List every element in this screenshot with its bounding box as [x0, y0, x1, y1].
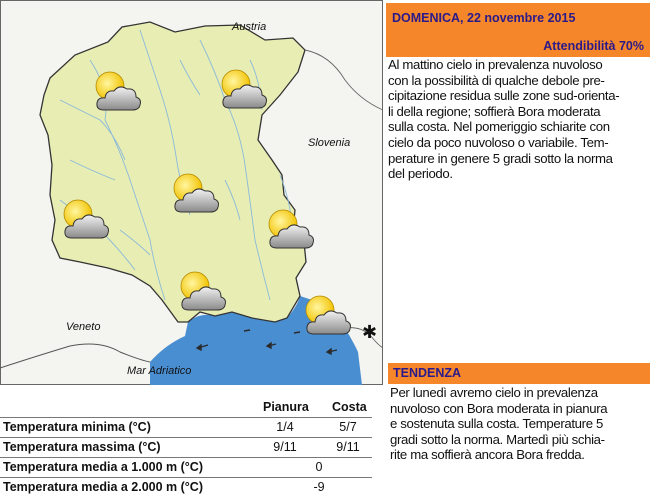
star-mark: ✱ — [362, 322, 378, 343]
forecast-date: DOMENICA, 22 novembre 2015 — [392, 11, 576, 25]
forecast-line: cielo da poco nuvoloso o variabile. Tem- — [388, 134, 609, 150]
row-label: Temperatura media a 1.000 m (°C) — [3, 460, 203, 474]
trend-text — [390, 385, 650, 463]
trend-line: rite ma soffierà ancora Bora fredda. — [390, 447, 585, 463]
trend-line: nuvoloso con Bora moderata in pianura — [390, 400, 608, 416]
table-row — [0, 458, 380, 477]
row-value-plain: 1/4 — [276, 420, 294, 434]
forecast-line: perature in genere 5 gradi sotto la norma — [388, 150, 613, 166]
forecast-line: cipitazione residua sulle zone sud-orienta- — [388, 88, 620, 104]
row-label: Temperatura massima (°C) — [3, 440, 161, 454]
table-row — [0, 418, 380, 437]
row-value-coast: 5/7 — [339, 420, 357, 434]
forecast-line: del periodo. — [388, 166, 453, 182]
trend-line: Per lunedì avremo cielo in prevalenza — [390, 385, 598, 400]
forecast-reliability: Attendibilità 70% — [543, 39, 644, 53]
forecast-header — [386, 3, 650, 57]
table-row — [0, 478, 380, 497]
row-value-plain: 9/11 — [273, 440, 297, 454]
col-header-coast: Costa — [332, 400, 367, 414]
forecast-line: sulla costa. Nel pomeriggio schiarite con — [388, 119, 610, 135]
row-value: 0 — [315, 460, 323, 474]
row-value-coast: 9/11 — [336, 440, 360, 454]
weather-map — [0, 0, 383, 385]
row-label: Temperatura minima (°C) — [3, 420, 151, 434]
row-label: Temperatura media a 2.000 m (°C) — [3, 480, 203, 494]
forecast-line: Al mattino cielo in prevalenza nuvoloso — [388, 57, 603, 72]
col-header-plain: Pianura — [263, 400, 309, 414]
forecast-line: con la possibilità di qualche debole pre- — [388, 72, 605, 88]
trend-title: TENDENZA — [393, 366, 462, 380]
trend-header — [388, 363, 650, 384]
label-sea: Mar Adriatico — [127, 365, 192, 377]
trend-line: e sostenuta sulla costa. Temperature 5 — [390, 416, 603, 432]
table-row — [0, 438, 380, 457]
label-veneto: Veneto — [66, 321, 101, 333]
label-slovenia: Slovenia — [308, 137, 351, 149]
label-austria: Austria — [232, 21, 267, 33]
forecast-text — [388, 57, 650, 182]
row-value: -9 — [313, 480, 325, 494]
trend-line: gradi sotto la norma. Martedì più schia- — [390, 431, 605, 447]
forecast-line: li della regione; soffierà Bora moderata — [388, 103, 601, 119]
